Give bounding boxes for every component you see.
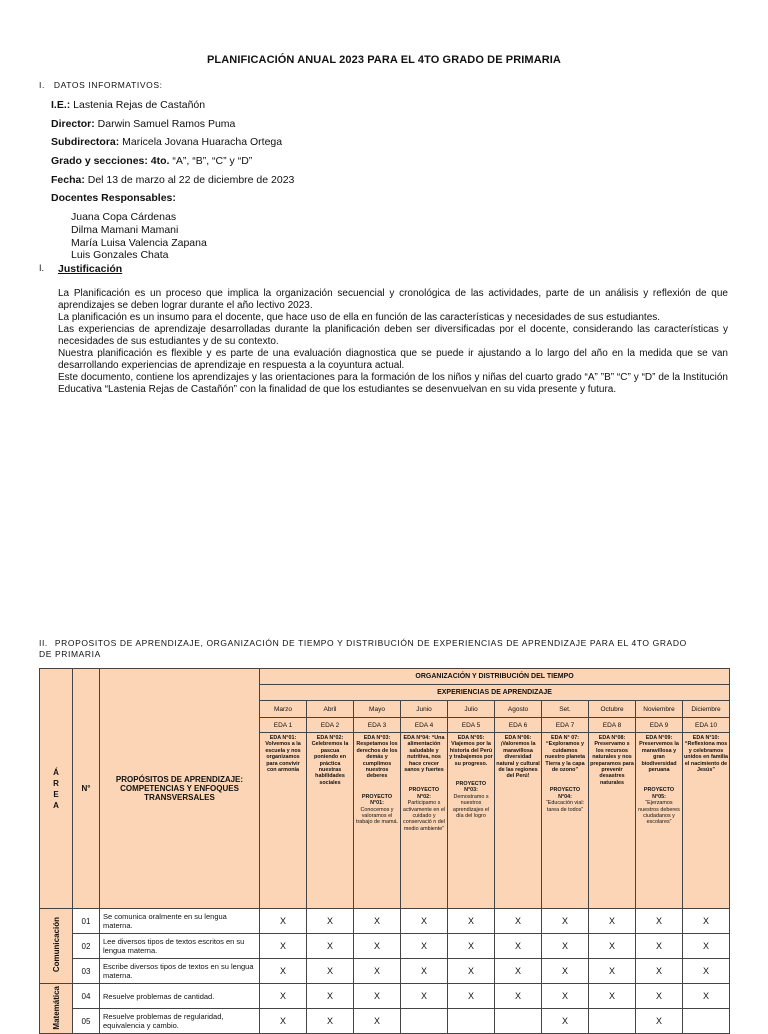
- project-label: PROYECTO N°01:: [361, 793, 393, 807]
- docente-name: María Luisa Valencia Zapana: [71, 237, 207, 249]
- section-label: PROPOSITOS DE APRENDIZAJE, ORGANIZACIÓN DE TIEMPO Y DISTRIBUCIÓN DE EXPERIENCIAS DE APRENDIZAJE PARA EL 4TO GRADO DE PRIMARIA: [39, 638, 687, 659]
- eda-cell: EDA 7: [542, 718, 589, 733]
- mark-cell: X: [589, 934, 636, 959]
- mark-cell: X: [636, 909, 683, 934]
- table-row: [40, 984, 730, 1009]
- project-text: Participamo s activamente en el cuidado y conservació n del medio ambiente”: [402, 800, 446, 832]
- mark-cell: X: [448, 959, 495, 984]
- eda-title: EDA N°08: Preservamo s los recursos naturales y nos preparamos para prevenir desastres naturales: [590, 735, 634, 786]
- docente-name: Juana Copa Cárdenas: [71, 211, 177, 223]
- info-label: Grado y secciones: 4to.: [51, 155, 170, 167]
- section-propositos: [39, 638, 699, 660]
- mark-cell: X: [401, 934, 448, 959]
- docente-name: Luis Gonzales Chata: [71, 249, 169, 261]
- mark-cell: [683, 1009, 730, 1034]
- mark-cell: X: [307, 909, 354, 934]
- eda-title: EDA N°03: Respetamos los derechos de los demás y cumplimos nuestros deberes: [356, 735, 398, 780]
- project-text: “Ejerzamos nuestros deberes ciudadanos y escolares”: [638, 800, 680, 826]
- eda-cell: EDA 1: [260, 718, 307, 733]
- eda-detail-cell: [448, 733, 495, 909]
- mark-cell: X: [636, 1009, 683, 1034]
- mark-cell: X: [589, 984, 636, 1009]
- justificacion-heading: Justificación: [58, 263, 123, 275]
- info-label: Fecha:: [51, 174, 85, 186]
- mark-cell: X: [542, 959, 589, 984]
- mark-cell: X: [354, 909, 401, 934]
- info-label: I.E.:: [51, 99, 71, 111]
- table-row: [40, 1009, 730, 1034]
- eda-detail-cell: [354, 733, 401, 909]
- row-number: 05: [73, 1009, 100, 1034]
- mark-cell: X: [683, 984, 730, 1009]
- mark-cell: X: [636, 984, 683, 1009]
- eda-cell: EDA 9: [636, 718, 683, 733]
- project-text: Demostramo s nuestros aprendizajes el día del logro: [452, 793, 490, 820]
- competency-text: Lee diversos tipos de textos escritos en su lengua materna.: [100, 934, 260, 959]
- project-label: PROYECTO N°03:: [455, 781, 487, 794]
- row-number: 03: [73, 959, 100, 984]
- info-director: [51, 118, 235, 130]
- info-value: Lastenia Rejas de Castañón: [70, 99, 206, 111]
- table-row: [40, 909, 730, 934]
- info-fecha: [51, 174, 294, 186]
- mark-cell: X: [354, 1009, 401, 1034]
- paragraph: Las experiencias de aprendizaje desarrolladas durante la planificación deben ser diversificadas por el docente, considerando las características y necesidades de sus estudiantes y de su contexto.: [58, 324, 728, 347]
- project-label: PROYECTO N°04:: [549, 787, 581, 800]
- mark-cell: X: [495, 934, 542, 959]
- justificacion-body: [58, 288, 728, 396]
- eda-detail-cell: [307, 733, 354, 909]
- area-name: Comunicación: [51, 917, 61, 973]
- info-grado: [51, 155, 252, 167]
- eda-title: EDA N°05: Viajemos por la historia del Perú y trabajemos por su progreso.: [449, 735, 493, 767]
- competency-text: Resuelve problemas de regularidad, equivalencia y cambio.: [100, 1009, 260, 1034]
- area-header: ÁREA: [53, 767, 59, 810]
- mark-cell: X: [260, 909, 307, 934]
- project-label: PROYECTO N°05:: [643, 787, 675, 800]
- month-cell: Octubre: [589, 701, 636, 718]
- eda-title: EDA N°01: Volvemos a la escuela y nos organizamos para convivir con armonía: [265, 735, 301, 774]
- section-numeral: I.: [39, 80, 45, 90]
- num-header: N°: [73, 669, 100, 909]
- purpose-header: PROPÓSITOS DE APRENDIZAJE: COMPETENCIAS Y ENFOQUES TRANSVERSALES: [100, 669, 260, 909]
- eda-cell: EDA 8: [589, 718, 636, 733]
- info-label: Director:: [51, 118, 95, 130]
- row-number: 04: [73, 984, 100, 1009]
- info-label: Subdirectora:: [51, 136, 120, 148]
- eda-title: EDA N°04: “Una alimentación saludable y nutritiva, nos hace crecer sanos y fuertes: [403, 735, 445, 774]
- table-row: [40, 934, 730, 959]
- mark-cell: X: [683, 959, 730, 984]
- mark-cell: X: [495, 909, 542, 934]
- eda-title: EDA N°02: Celebremos la pascua poniendo en práctica nuestras habilidades sociales: [311, 735, 349, 786]
- mark-cell: X: [542, 984, 589, 1009]
- table-row: [40, 959, 730, 984]
- mark-cell: X: [307, 1009, 354, 1034]
- info-subdirectora: [51, 136, 282, 148]
- eda-detail-cell: [495, 733, 542, 909]
- month-cell: Diciembre: [683, 701, 730, 718]
- mark-cell: X: [589, 959, 636, 984]
- mark-cell: X: [448, 984, 495, 1009]
- eda-cell: EDA 2: [307, 718, 354, 733]
- mark-cell: X: [260, 959, 307, 984]
- mark-cell: X: [260, 984, 307, 1009]
- eda-title: EDA N° 07: “Exploramos y cuidamos nuestro planeta Tierra y la capa de ozono”: [544, 735, 586, 774]
- mark-cell: X: [636, 934, 683, 959]
- info-value: Maricela Jovana Huaracha Ortega: [119, 136, 283, 148]
- info-value: “A”, “B”, “C” y “D”: [169, 155, 253, 167]
- eda-detail-cell: [589, 733, 636, 909]
- eda-detail-cell: [636, 733, 683, 909]
- competency-text: Resuelve problemas de cantidad.: [100, 984, 260, 1009]
- area-name: Matemática: [51, 985, 61, 1030]
- eda-title: EDA N°06: ¡Valoremos la maravillosa diversidad natural y cultural de las regiones del Perú!: [496, 735, 540, 780]
- org-header: ORGANIZACIÓN Y DISTRIBUCIÓN DEL TIEMPO: [260, 669, 730, 685]
- month-cell: Agosto: [495, 701, 542, 718]
- mark-cell: X: [683, 909, 730, 934]
- mark-cell: X: [495, 984, 542, 1009]
- mark-cell: X: [542, 1009, 589, 1034]
- competency-text: Escribe diversos tipos de textos en su lengua materna.: [100, 959, 260, 984]
- mark-cell: X: [307, 934, 354, 959]
- row-number: 01: [73, 909, 100, 934]
- mark-cell: X: [589, 909, 636, 934]
- project-text: “Educación vial: tarea de todos”: [545, 800, 585, 813]
- eda-cell: EDA 4: [401, 718, 448, 733]
- planning-table: [39, 668, 730, 1034]
- mark-cell: [589, 1009, 636, 1034]
- mark-cell: X: [448, 909, 495, 934]
- mark-cell: X: [683, 934, 730, 959]
- justificacion-numeral: I.: [39, 263, 45, 273]
- mark-cell: [401, 1009, 448, 1034]
- mark-cell: [448, 1009, 495, 1034]
- mark-cell: X: [448, 934, 495, 959]
- paragraph: La Planificación es un proceso que implica la organización secuencial y cronológica de las actividades, parte de un análisis y reflexión de que aprendizajes se deben lograr durante el año lectivo 2023.: [58, 288, 728, 311]
- mark-cell: X: [260, 1009, 307, 1034]
- paragraph: Nuestra planificación es flexible y es parte de una evaluación diagnostica que se puede ir ajustando a lo largo del año en la medida que se van desarrollando experiencias de aprendizaje en respuesta a la coyuntura actual.: [58, 348, 728, 371]
- paragraph: Este documento, contiene los aprendizajes y las orientaciones para la formación de los niños y niñas del cuarto grado “A” ”B” “C” y “D” de la Institución Educativa “Lastenia Rejas de Castañón” con la finalidad de que los estudiantes se desenvuelvan en su vida presente y futura.: [58, 372, 728, 395]
- month-cell: Junio: [401, 701, 448, 718]
- mark-cell: X: [354, 984, 401, 1009]
- row-number: 02: [73, 934, 100, 959]
- area-cell: [40, 909, 73, 984]
- eda-cell: EDA 6: [495, 718, 542, 733]
- month-cell: Noviembre: [636, 701, 683, 718]
- mark-cell: X: [260, 934, 307, 959]
- info-value: Del 13 de marzo al 22 de diciembre de 2023: [84, 174, 295, 186]
- project-label: PROYECTO N°02:: [408, 787, 440, 800]
- month-cell: Marzo: [260, 701, 307, 718]
- mark-cell: X: [401, 909, 448, 934]
- docente-name: Dilma Mamani Mamani: [71, 224, 179, 236]
- document-title: PLANIFICACIÓN ANUAL 2023 PARA EL 4TO GRADO DE PRIMARIA: [207, 54, 561, 66]
- mark-cell: [495, 1009, 542, 1034]
- eda-cell: EDA 10: [683, 718, 730, 733]
- eda-title: EDA N°10: “Reflexiona mos y celebramos unidos en familia el nacimiento de Jesús”: [684, 735, 729, 774]
- info-docentes-label: Docentes Responsables:: [51, 192, 176, 204]
- section-label: DATOS INFORMATIVOS:: [53, 80, 163, 90]
- mark-cell: X: [354, 959, 401, 984]
- eda-title: EDA N°09: Preservemos la maravillosa y gran biodiversidad peruana: [639, 735, 679, 774]
- section-datos-informativos: [39, 80, 163, 90]
- info-ie: [51, 99, 205, 111]
- paragraph: La planificación es un insumo para el docente, que hace uso de ella en función de las características y necesidades de sus estudiantes.: [58, 312, 661, 323]
- mark-cell: X: [354, 934, 401, 959]
- eda-detail-cell: [542, 733, 589, 909]
- mark-cell: X: [542, 934, 589, 959]
- mark-cell: X: [636, 959, 683, 984]
- competency-text: Se comunica oralmente en su lengua materna.: [100, 909, 260, 934]
- month-cell: Mayo: [354, 701, 401, 718]
- mark-cell: X: [307, 984, 354, 1009]
- project-text: Conocemos y valoramos el trabajo de mamá.: [356, 806, 398, 826]
- info-value: Darwin Samuel Ramos Puma: [94, 118, 236, 130]
- mark-cell: X: [401, 959, 448, 984]
- exp-header: EXPERIENCIAS DE APRENDIZAJE: [260, 685, 730, 701]
- eda-detail-cell: [260, 733, 307, 909]
- eda-detail-cell: [401, 733, 448, 909]
- month-cell: Abril: [307, 701, 354, 718]
- month-cell: Julio: [448, 701, 495, 718]
- area-cell: [40, 984, 73, 1034]
- mark-cell: X: [307, 959, 354, 984]
- mark-cell: X: [542, 909, 589, 934]
- eda-cell: EDA 3: [354, 718, 401, 733]
- month-cell: Set.: [542, 701, 589, 718]
- eda-cell: EDA 5: [448, 718, 495, 733]
- area-header-cell: [40, 669, 73, 909]
- section-numeral: II.: [39, 638, 48, 648]
- eda-detail-cell: [683, 733, 730, 909]
- mark-cell: X: [401, 984, 448, 1009]
- mark-cell: X: [495, 959, 542, 984]
